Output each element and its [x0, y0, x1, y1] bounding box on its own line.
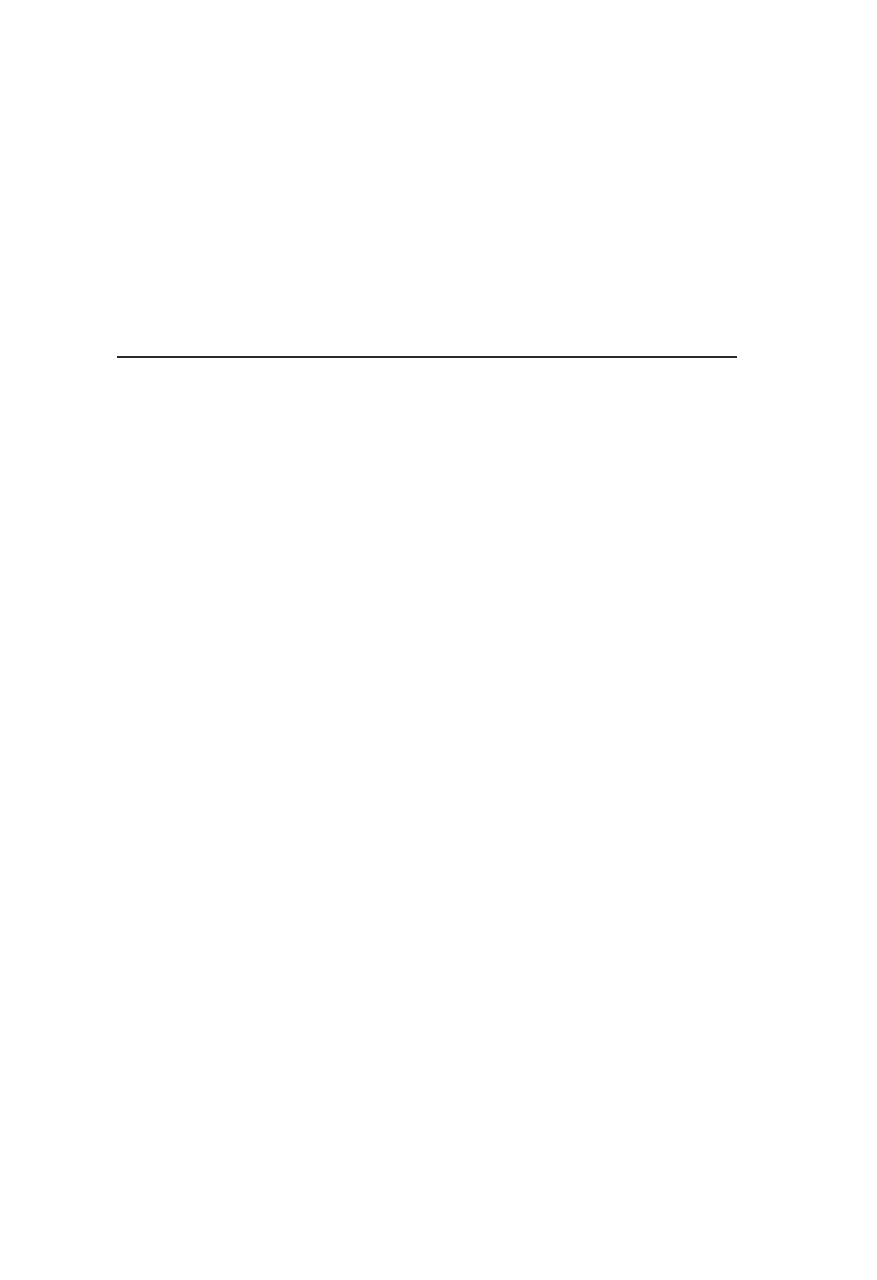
page-header — [110, 54, 780, 88]
section-divider — [117, 356, 737, 358]
